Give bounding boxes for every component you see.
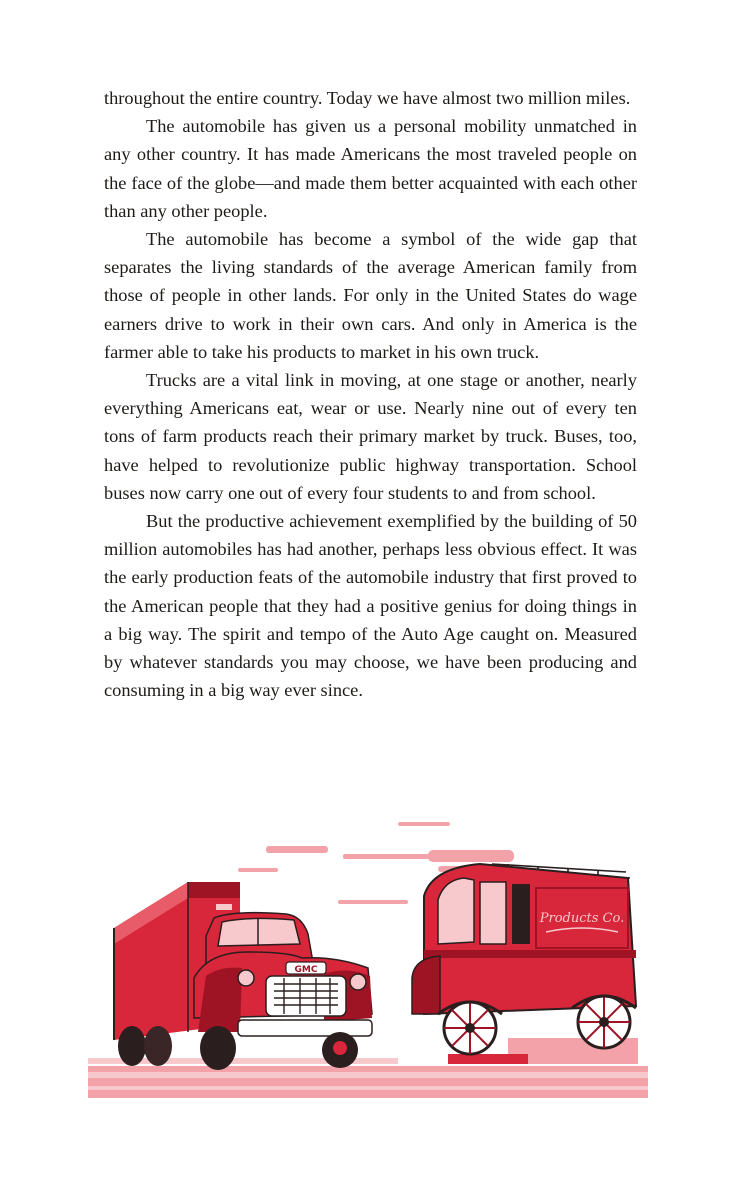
paragraph-3: The automobile has become a symbol of the wide gap that separates the living standards of the average American family from those of people in other lands. For only in the United States do wage earners drive to work in their own cars. And only in America is the farmer able to take his products to market in his own truck. bbox=[104, 229, 637, 362]
wagon-sign: Products Co. bbox=[539, 911, 625, 926]
ground bbox=[88, 1038, 648, 1098]
vintage-delivery-wagon bbox=[412, 864, 636, 1054]
trucks-illustration-svg bbox=[88, 818, 648, 1100]
trucks-illustration bbox=[88, 818, 648, 1100]
paragraph-5: But the productive achievement exemplified by the building of 50 million automobiles has had another, perhaps less obvious effect. It was the early production feats of the automobile industry that first proved to the American people that they had a positive genius for doing things in a big way. The spirit and tempo of the Auto Age caught on. Measured by whatever standards you may choose, we have been producing and consuming in a big way ever since. bbox=[104, 511, 637, 701]
paragraph-1: throughout the entire country. Today we have almost two million miles. bbox=[104, 88, 631, 108]
body-text bbox=[104, 84, 637, 704]
wagon-rear-wheel bbox=[578, 996, 630, 1048]
wagon-front-wheel bbox=[444, 1002, 496, 1054]
paragraph-4: Trucks are a vital link in moving, at one stage or another, nearly everything Americans eat, wear or use. Nearly nine out of every ten tons of farm products reach their primary market by truck. Buses, too, have helped to revolutionize public highway transportation. School buses now carry one out of every four students to and from school. bbox=[104, 370, 637, 503]
modern-truck bbox=[114, 882, 372, 1070]
truck-grille-badge: GMC bbox=[294, 965, 318, 975]
paragraph-2: The automobile has given us a personal mobility unmatched in any other country. It has made Americans the most traveled people on the face of the globe—and made them better acquainted with each other than any other people. bbox=[104, 116, 637, 221]
